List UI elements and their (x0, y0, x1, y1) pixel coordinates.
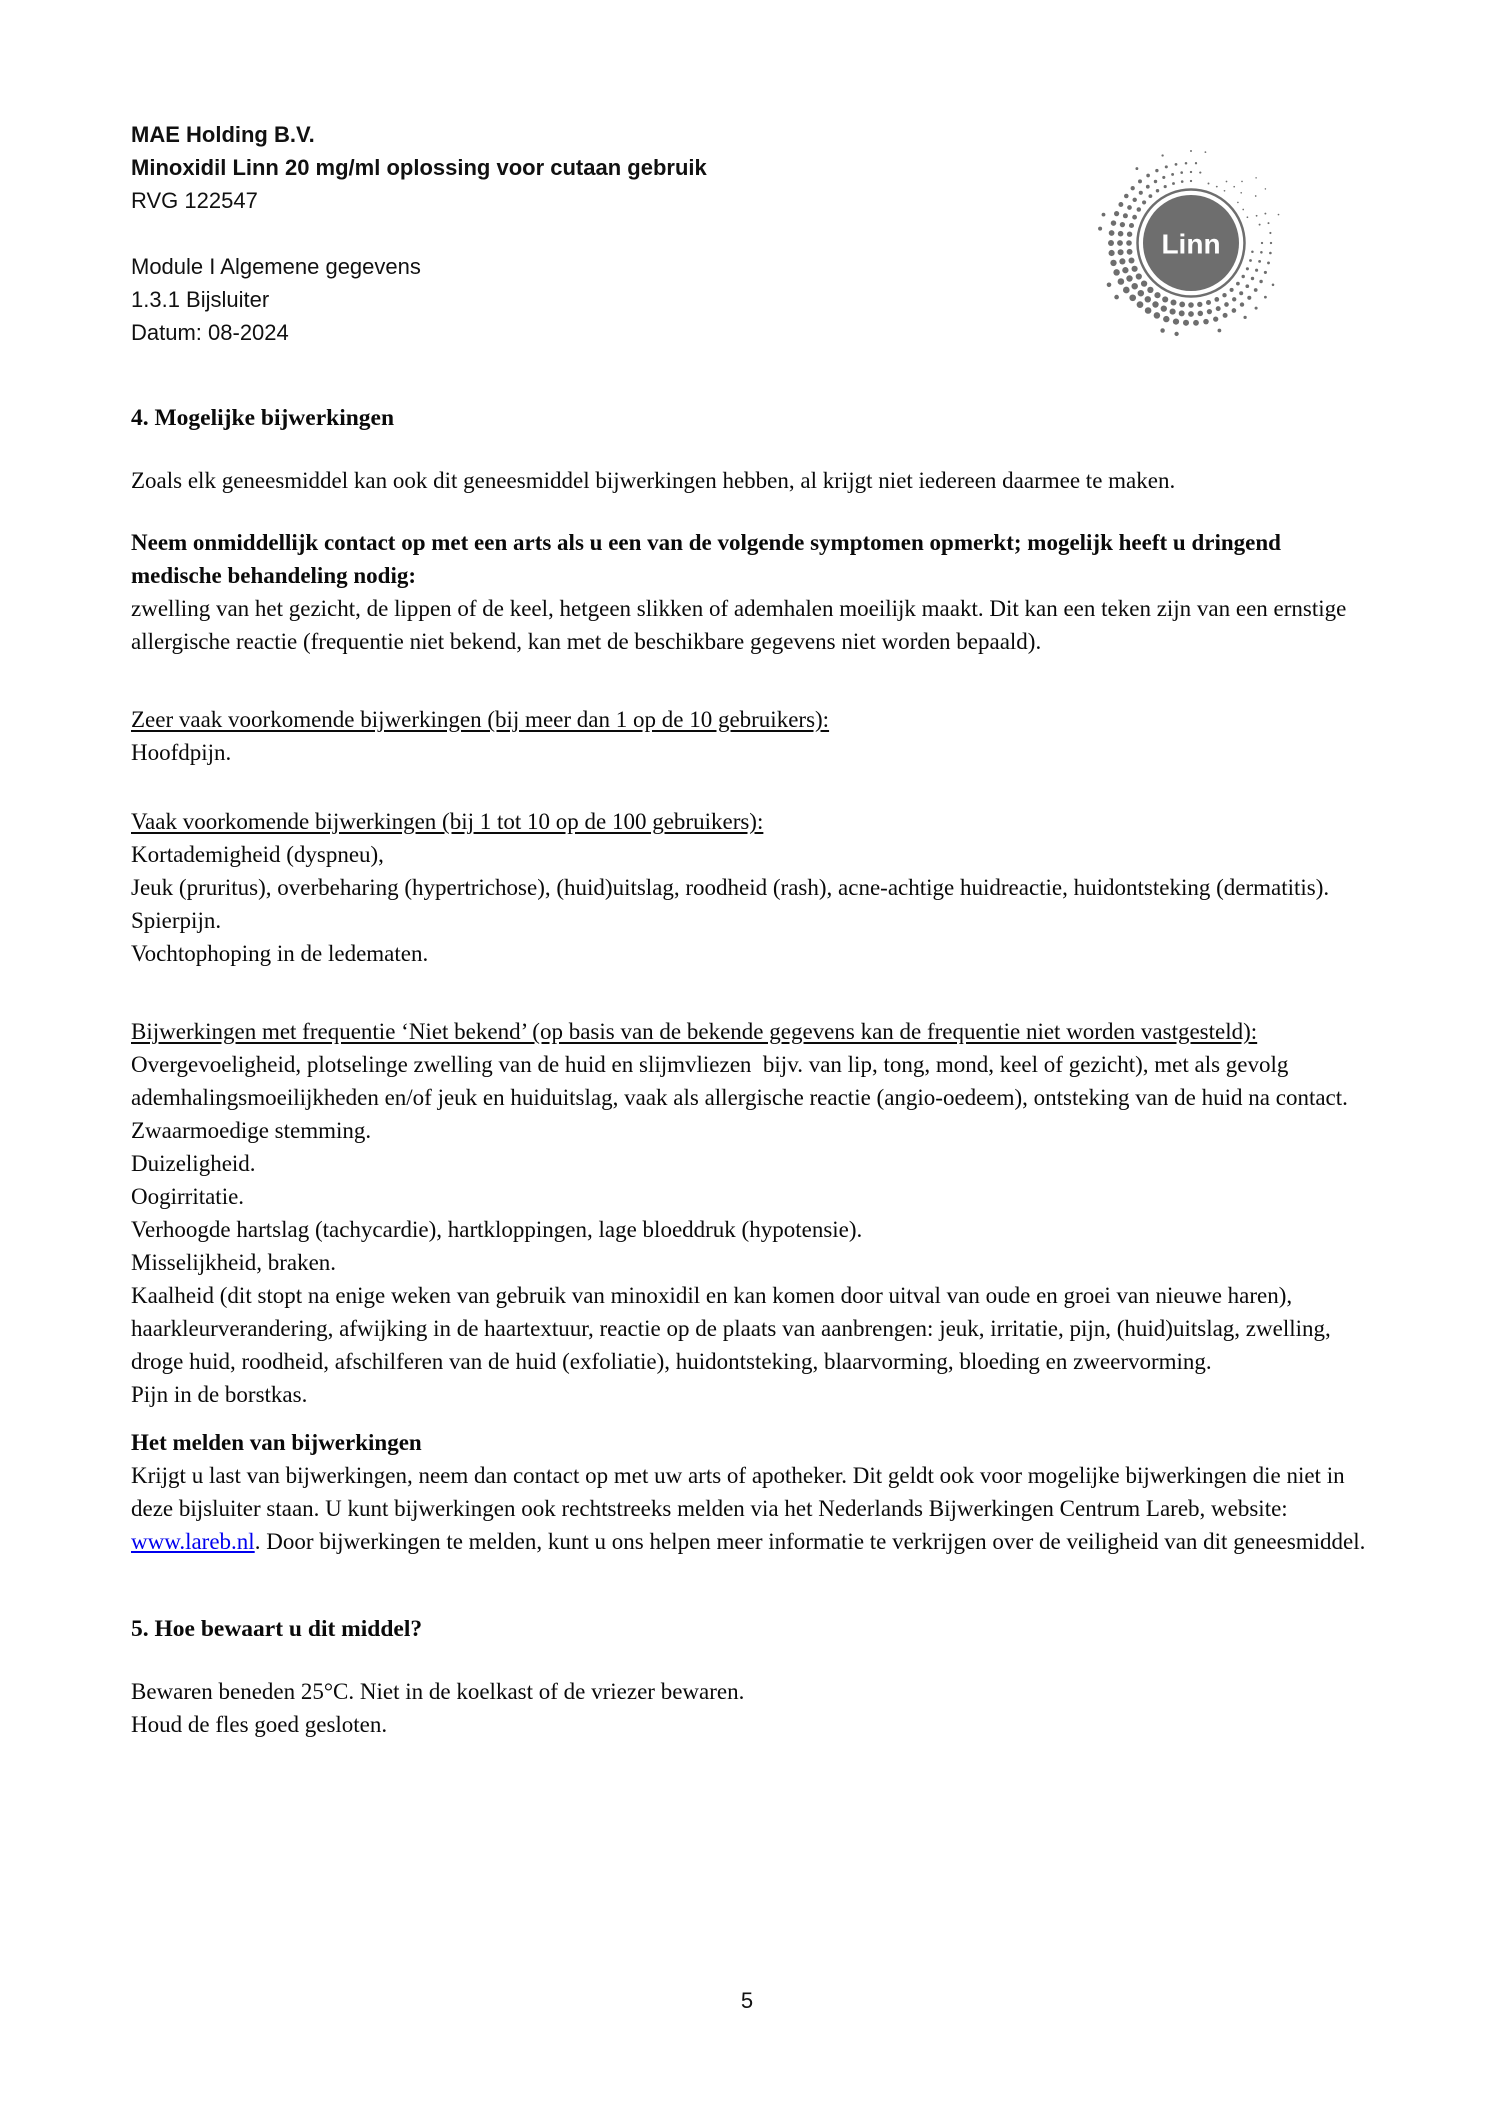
logo-dot (1264, 271, 1267, 274)
logo-dot (1239, 291, 1243, 295)
logo-dot (1259, 224, 1261, 226)
linn-logo (1086, 138, 1296, 348)
logo-dot (1245, 284, 1249, 288)
registration-number: RVG 122547 (131, 188, 258, 213)
logo-dot (1120, 222, 1125, 227)
logo-dot (1265, 188, 1267, 190)
logo-dot (1261, 242, 1263, 244)
logo-dot (1214, 297, 1219, 302)
submodule-line: 1.3.1 Bijsluiter (131, 287, 270, 312)
logo-dot (1224, 190, 1226, 192)
logo-dot (1127, 232, 1132, 237)
product-name: Minoxidil Linn 20 mg/ml oplossing voor cutaan gebruik (131, 155, 707, 180)
logo-dot (1147, 287, 1153, 293)
logo-dot (1188, 302, 1194, 308)
section4-intro: Zoals elk geneesmiddel kan ook dit geneesmiddel bijwerkingen hebben, al krijgt niet iedereen daarmee te maken. (131, 468, 1176, 493)
unknown-frequency-heading: Bijwerkingen met frequentie ‘Niet bekend’ (op basis van de bekende gegevens kan de frequentie niet worden vastgesteld): (131, 1019, 1258, 1044)
logo-dot (1137, 301, 1144, 308)
logo-dot (1132, 266, 1138, 272)
unknown-frequency-group (131, 1015, 1374, 1411)
logo-dot (1190, 171, 1192, 173)
logo-text: Linn (1161, 228, 1221, 260)
logo-dot (1123, 213, 1128, 218)
document-header (131, 118, 707, 349)
logo-dot (1241, 181, 1243, 183)
logo-dot (1207, 309, 1212, 314)
logo-dot (1179, 310, 1185, 316)
page-number: 5 (740, 1988, 754, 2013)
logo-dot (1224, 302, 1229, 307)
logo-dot (1213, 316, 1218, 321)
logo-dot (1260, 251, 1263, 254)
logo-dot (1269, 252, 1272, 255)
logo-dot (1123, 287, 1130, 294)
logo-dot (1137, 207, 1141, 211)
logo-dot (1230, 288, 1234, 292)
logo-dot (1117, 240, 1123, 246)
logo-dot (1216, 186, 1218, 188)
logo-dot (1179, 302, 1185, 308)
storage-line: Houd de fles goed gesloten. (131, 1712, 388, 1737)
logo-dot (1118, 202, 1123, 207)
logo-dot (1142, 200, 1146, 204)
logo-dot (1114, 211, 1119, 216)
logo-dot (1170, 309, 1176, 315)
list-item: Vochtophoping in de ledematen. (131, 941, 429, 966)
logo-dot (1171, 173, 1174, 176)
logo-dot (1242, 209, 1244, 211)
logo-dot (1129, 223, 1134, 228)
logo-dot (1118, 231, 1124, 237)
logo-dot (1199, 172, 1201, 174)
logo-dot (1197, 302, 1202, 307)
logo-dot (1223, 313, 1228, 318)
logo-dot (1243, 316, 1246, 319)
logo-dot (1138, 179, 1142, 183)
logo-dot (1232, 297, 1236, 301)
logo-dot (1183, 320, 1189, 326)
logo-dot (1162, 296, 1168, 302)
header-spacer (131, 217, 707, 250)
logo-dot (1139, 191, 1143, 195)
logo-dot (1267, 261, 1270, 264)
reporting-text-before-link: Krijgt u last van bijwerkingen, neem dan contact op met uw arts of apotheker. Dit geldt ook voor mogelijke bijwerkingen die niet in deze bijsluiter staan. U kunt bijwerkingen ook rechtstreeks melden via het Nederlands Bijwerkingen Centrum Lareb, website: (131, 1463, 1351, 1521)
list-item: Kaalheid (dit stopt na enige weken van gebruik van minoxidil en kan komen door uitval van oude en groei van nieuwe haren), haarkleurverandering, afwijking in de haartextuur, reactie op de plaats van aanbrengen: jeuk, irritatie, pijn, (huid)uitslag, zwelling, droge huid, roodheid, afschilferen van de huid (exfoliatie), huidontsteking, blaarvorming, bloeding en zweervorming. (131, 1283, 1337, 1374)
logo-dot (1195, 162, 1197, 164)
logo-dot (1145, 307, 1152, 314)
logo-dot (1255, 195, 1257, 197)
logo-dot (1109, 230, 1115, 236)
logo-dot (1155, 169, 1158, 172)
logo-dot (1110, 260, 1116, 266)
list-item: Pijn in de borstkas. (131, 1382, 308, 1407)
logo-dot (1136, 273, 1142, 279)
reporting-text-after-link: . Door bijwerkingen te melden, kunt u ons helpen meer informatie te verkrijgen over de veiligheid van dit geneesmiddel. (254, 1529, 1366, 1554)
logo-dot (1114, 295, 1119, 300)
logo-dot (1127, 249, 1133, 255)
company-name: MAE Holding B.V. (131, 122, 315, 147)
logo-dot (1161, 154, 1163, 156)
logo-dot (1256, 215, 1258, 217)
leaflet-body (131, 402, 1374, 1741)
common-heading: Vaak voorkomende bijwerkingen (bij 1 tot 10 op de 100 gebruikers): (131, 809, 764, 834)
logo-dot (1175, 163, 1178, 166)
logo-dot (1255, 269, 1258, 272)
logo-dot (1163, 316, 1169, 322)
logo-dot (1098, 227, 1102, 231)
list-item: Oogirritatie. (131, 1184, 245, 1209)
logo-dot (1190, 150, 1192, 152)
logo-dot (1128, 257, 1134, 263)
logo-dot (1148, 194, 1152, 198)
logo-dot (1255, 307, 1258, 310)
logo-dot (1102, 213, 1106, 217)
logo-dot (1264, 213, 1266, 215)
logo-dot (1127, 205, 1132, 210)
logo-dot (1251, 277, 1254, 280)
logo-dot (1258, 260, 1261, 263)
logo-dot (1138, 290, 1145, 297)
logo-dot (1251, 251, 1254, 254)
logo-dot (1161, 305, 1167, 311)
logo-dot (1160, 328, 1164, 332)
logo-dot (1270, 242, 1272, 244)
logo-dot (1259, 280, 1262, 283)
logo-dot (1132, 215, 1137, 220)
list-item: Jeuk (pruritus), overbeharing (hypertrichose), (huid)uitslag, roodheid (rash), acne-achtige huidreactie, huidontsteking (dermatitis). (131, 875, 1330, 900)
logo-dot (1152, 301, 1158, 307)
date-line: Datum: 08-2024 (131, 320, 289, 345)
logo-dot (1188, 311, 1194, 317)
logo-dot (1268, 222, 1270, 224)
logo-dot (1222, 293, 1226, 297)
logo-dot (1181, 180, 1184, 183)
logo-dot (1254, 288, 1258, 292)
logo-dot (1118, 249, 1124, 255)
logo-dot (1269, 232, 1271, 234)
logo-dot (1109, 250, 1115, 256)
list-item: Hoofdpijn. (131, 740, 232, 765)
list-item: Duizeligheid. (131, 1151, 256, 1176)
logo-dot (1205, 151, 1207, 153)
very-common-group (131, 703, 1374, 769)
section4-title: 4. Mogelijke bijwerkingen (131, 405, 395, 431)
logo-dot (1190, 180, 1192, 182)
logo-dot (1135, 167, 1138, 170)
logo-dot (1246, 267, 1249, 270)
logo-dot (1240, 302, 1244, 306)
storage-line: Bewaren beneden 25°C. Niet in de koelkast of de vriezer bewaren. (131, 1679, 745, 1704)
logo-dot (1126, 275, 1132, 281)
storage-paragraph (131, 1675, 1374, 1741)
reporting-title: Het melden van bijwerkingen (131, 1430, 422, 1455)
logo-dot (1247, 296, 1251, 300)
logo-dot (1264, 296, 1267, 299)
logo-dot (1206, 300, 1211, 305)
logo-dot (1218, 329, 1222, 333)
logo-dot (1180, 171, 1183, 174)
list-item: Overgevoeligheid, plotselinge zwelling van de huid en slijmvliezen bijv. van lip, tong, mond, keel of gezicht), met als gevolg ademhalingsmoeilijkheden en/of jeuk en huiduitslag, vaak als allergische reactie (angio-oedeem), ontsteking van de huid na contact. (131, 1052, 1348, 1110)
logo-dot (1156, 189, 1159, 192)
logo-dot (1236, 282, 1240, 286)
logo-dot (1247, 216, 1249, 218)
list-item: Kortademigheid (dyspneu), (131, 842, 384, 867)
logo-dot (1146, 174, 1150, 178)
logo-dot (1249, 259, 1252, 262)
logo-dot (1141, 280, 1147, 286)
logo-dot (1208, 183, 1210, 185)
logo-dot (1216, 306, 1221, 311)
module-line: Module I Algemene gegevens (131, 254, 421, 279)
logo-dot (1154, 180, 1157, 183)
logo-dot (1162, 176, 1165, 179)
logo-dot (1145, 296, 1151, 302)
logo-dot (1240, 192, 1242, 194)
list-item: Spierpijn. (131, 908, 222, 933)
lareb-link[interactable]: www.lareb.nl (131, 1529, 255, 1554)
logo-dot (1154, 292, 1160, 298)
logo-dot (1124, 194, 1129, 199)
logo-dot (1233, 186, 1235, 188)
logo-dot (1154, 312, 1161, 319)
section5-title: 5. Hoe bewaart u dit middel? (131, 1616, 423, 1642)
logo-dot (1232, 308, 1237, 313)
logo-dot (1278, 214, 1280, 216)
logo-dot (1172, 182, 1175, 185)
logo-dot (1185, 162, 1188, 165)
logo-dot (1165, 165, 1168, 168)
logo-dot (1146, 185, 1150, 189)
very-common-heading: Zeer vaak voorkomende bijwerkingen (bij meer dan 1 op de 10 gebruikers): (131, 707, 830, 732)
warning-bold-text: Neem onmiddellijk contact op met een arts als u een van de volgende symptomen opmerkt; mogelijk heeft u dringend medische behandeling nodig: (131, 530, 1281, 588)
logo-dot (1131, 283, 1137, 289)
logo-dot (1173, 318, 1179, 324)
logo-dot (1272, 284, 1275, 287)
list-item: Zwaarmoedige stemming. (131, 1118, 372, 1143)
logo-dot (1122, 267, 1128, 273)
logo-dot (1174, 332, 1178, 336)
logo-dot (1108, 240, 1114, 246)
logo-dot (1255, 177, 1256, 178)
logo-dot (1119, 258, 1125, 264)
logo-dot (1171, 300, 1177, 306)
logo-dot (1111, 220, 1116, 225)
list-item: Verhoogde hartslag (tachycardie), hartkloppingen, lage bloeddruk (hypotensie). (131, 1217, 863, 1242)
logo-dot (1193, 320, 1199, 326)
logo-dot (1118, 278, 1125, 285)
logo-dot (1237, 202, 1239, 204)
logo-dot (1107, 283, 1112, 288)
warning-paragraph (131, 526, 1374, 658)
reporting-paragraph (131, 1459, 1374, 1558)
linn-logo-graphic (1086, 138, 1296, 348)
logo-dot (1113, 269, 1120, 276)
logo-dot (1131, 186, 1135, 190)
common-group (131, 805, 1374, 970)
list-item: Misselijkheid, braken. (131, 1250, 337, 1275)
logo-dot (1226, 181, 1228, 183)
logo-dot (1203, 319, 1209, 325)
logo-dot (1126, 240, 1132, 246)
logo-dot (1198, 311, 1204, 317)
warning-body-text: zwelling van het gezicht, de lippen of de keel, hetgeen slikken of ademhalen moeilijk maakt. Dit kan een teken zijn van een ernstige allergische reactie (frequentie niet bekend, kan met de beschikbare gegevens niet worden bepaald). (131, 596, 1353, 654)
logo-dot (1164, 185, 1167, 188)
logo-dot (1132, 198, 1136, 202)
logo-dot (1129, 294, 1136, 301)
logo-dot (1241, 275, 1244, 278)
